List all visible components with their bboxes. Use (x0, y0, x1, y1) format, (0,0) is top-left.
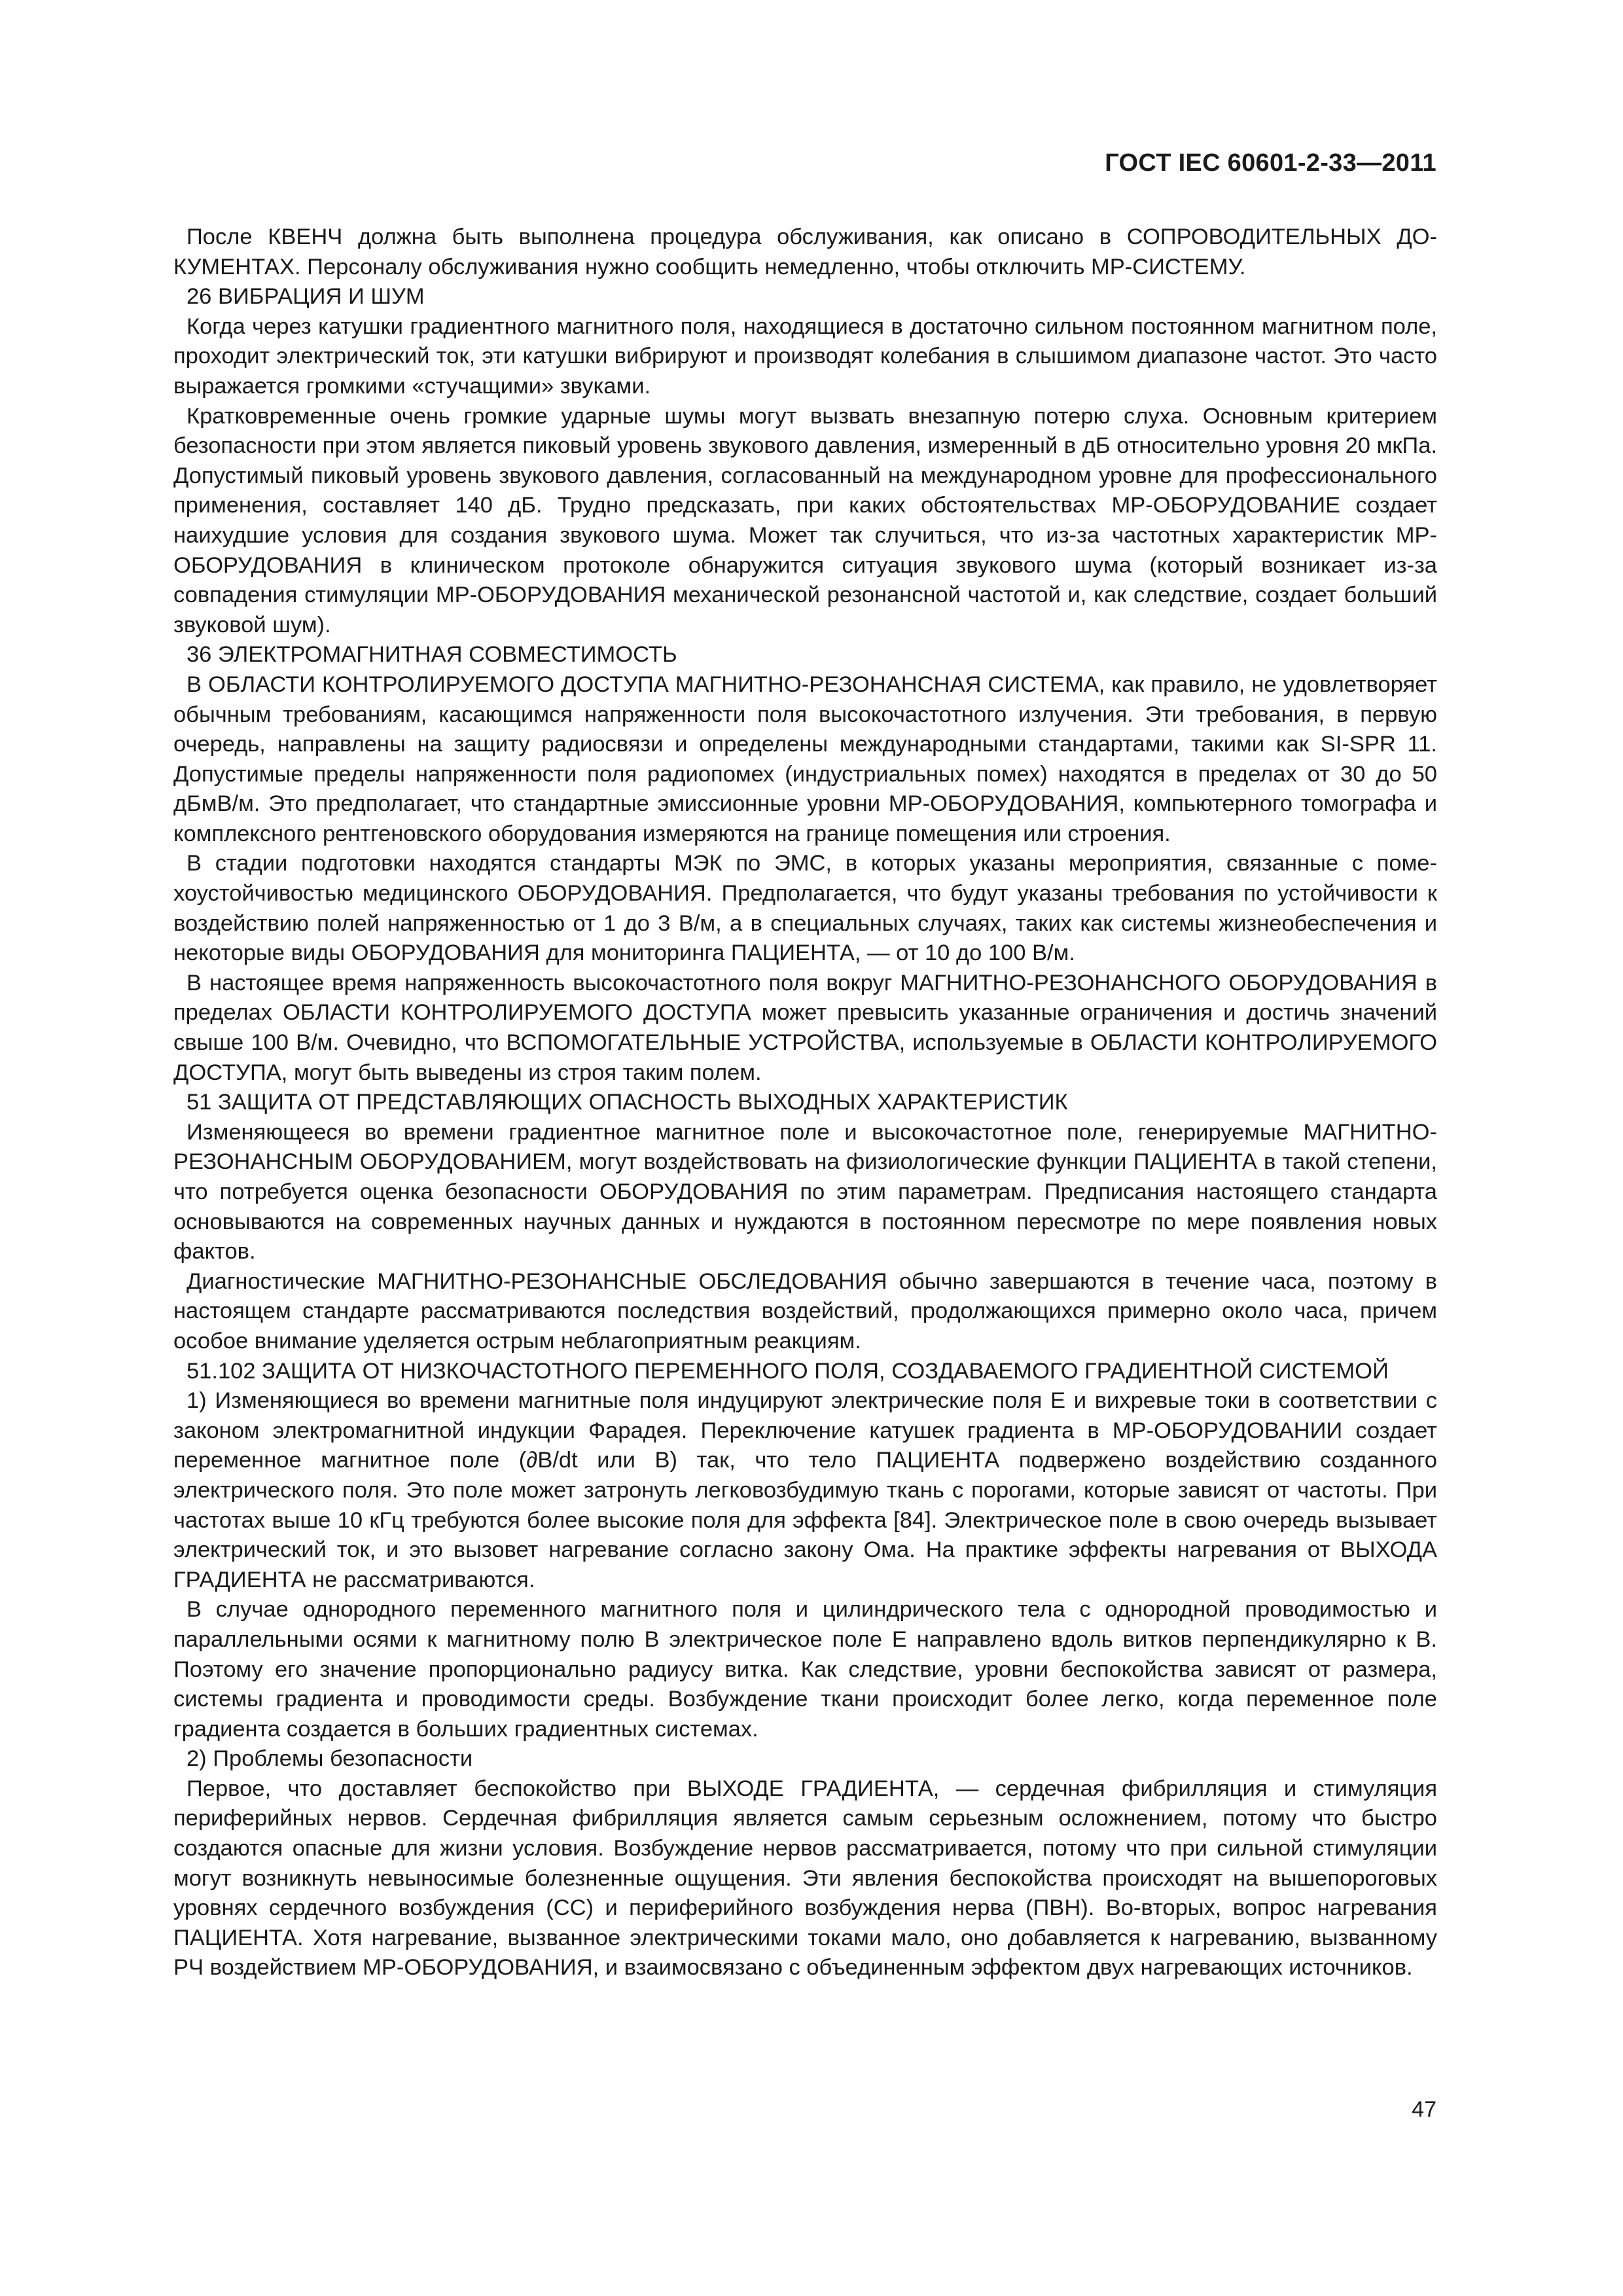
document-header: ГОСТ IEC 60601-2-33—2011 (1105, 149, 1436, 177)
paragraph: В настоящее время напряженность высокочастотного поля вокруг МАГНИТНО-РЕЗОНАНСНОГО ОБОРУДОВАНИЯ в пределах ОБЛАСТИ КОНТРОЛИРУЕМОГО ДОСТУПА может превысить указанные ограничения и достичь значений свыше 100 В/м. Очевидно, что ВСПОМОГАТЕЛЬНЫЕ УСТРОЙСТВА, используемые в ОБЛАСТИ КОНТРОЛИРУЕМОГО ДОСТУПА, могут быть выведены из строя таким полем. (173, 970, 1437, 1085)
paragraph: Когда через катушки градиентного магнитного поля, находящиеся в достаточно сильном постоянном магнитном поле, проходит электрический ток, эти катушки вибрируют и производят колебания в слышимом диапазоне частот. Это часто выражается громкими «стучащими» звуками. (173, 314, 1437, 399)
paragraph: В ОБЛАСТИ КОНТРОЛИРУЕМОГО ДОСТУПА МАГНИТНО-РЕЗОНАНСНАЯ СИСТЕМА, как правило, не удовлетворяет обычным требованиям, касающимся напряженности поля высокочастотного излучения. Эти требования, в первую очередь, направлены на защиту радиосвязи и определены международными стандартами, такими как SI-SPR 11. Допустимые пределы напряженности поля радиопомех (индустриальных помех) находятся в пределах от 30 до 50 дБмВ/м. Это предполагает, что стандартные эмиссионные уровни МР-ОБОРУДОВАНИЯ, компьютерного томографа и комплексного рентгеновского оборудования измеряются на границе помещения или строения. (173, 672, 1437, 846)
paragraph: В случае однородного переменного магнитного поля и цилиндрического тела с однородной проводимостью и параллельными осями к магнитному полю B электрическое поле E направлено вдоль витков перпендикулярно к B. Поэтому его значение пропорционально радиусу витка. Как следствие, уровни беспокойства зависят от размера, системы градиента и проводимости среды. Возбуждение ткани происходит более легко, когда переменное поле градиента создается в больших градиентных системах. (173, 1597, 1437, 1742)
page-number: 47 (1412, 2097, 1436, 2122)
section-heading: 26 ВИБРАЦИЯ И ШУМ (187, 284, 425, 310)
subsection-heading: 2) Проблемы безопасности (187, 1746, 473, 1772)
paragraph: 1) Изменяющиеся во времени магнитные поля индуцируют электрические поля E и вихревые токи в соответствии с законом электромагнитной индукции Фарадея. Переключение катушек градиента в МР-ОБОРУДОВАНИИ создает переменное магнитное поле (∂B/dt или B) так, что тело ПАЦИЕНТА подвержено воздействию созданного электрического поля. Это поле может затронуть легковозбудимую ткань с порогами, которые зависят от частоты. При частотах выше 10 кГц требуются более высокие поля для эффекта [84]. Электрическое поле в свою очередь вызывает электрический ток, и это вызовет нагревание согласно закону Ома. На практике эффекты нагревания от ВЫХОДА ГРАДИЕНТА не рассматриваются. (173, 1388, 1437, 1592)
paragraph: В стадии подготовки находятся стандарты МЭК по ЭМС, в которых указаны мероприятия, связанные с помехоустойчивостью медицинского ОБОРУДОВАНИЯ. Предполагается, что будут указаны требования по устойчивости к воздействию полей напряженностью от 1 до 3 В/м, а в специальных случаях, таких как системы жизнеобеспечения и некоторые виды ОБОРУДОВАНИЯ для мониторинга ПАЦИЕНТА, — от 10 до 100 В/м. (173, 851, 1437, 966)
paragraph: Диагностические МАГНИТНО-РЕЗОНАНСНЫЕ ОБСЛЕДОВАНИЯ обычно завершаются в течение часа, поэтому в настоящем стандарте рассматриваются последствия воздействий, продолжающихся примерно около часа, причем особое внимание уделяется острым неблагоприятным реакциям. (173, 1268, 1437, 1354)
paragraph: Кратковременные очень громкие ударные шумы могут вызвать внезапную потерю слуха. Основным критерием безопасности при этом является пиковый уровень звукового давления, измеренный в дБ относительно уровня 20 мкПа. Допустимый пиковый уровень звукового давления, согласованный на международном уровне для профессионального применения, составляет 140 дБ. Трудно предсказать, при каких обстоятельствах МР-ОБОРУДОВАНИЕ создает наихудшие условия для создания звукового шума. Может так случиться, что из-за частотных характеристик МР-ОБОРУДОВАНИЯ в клиническом протоколе обнаружится ситуация звукового шума (который возникает из-за совпадения стимуляции МР-ОБОРУДОВАНИЯ механической резонансной частотой и, как следствие, создает больший звуковой шум). (173, 403, 1437, 637)
section-heading: 51.102 ЗАЩИТА ОТ НИЗКОЧАСТОТНОГО ПЕРЕМЕННОГО ПОЛЯ, СОЗДАВАЕМОГО ГРАДИЕНТНОЙ СИСТЕМОЙ (187, 1358, 1389, 1384)
document-body (173, 223, 1437, 1983)
section-heading: 51 ЗАЩИТА ОТ ПРЕДСТАВЛЯЮЩИХ ОПАСНОСТЬ ВЫХОДНЫХ ХАРАКТЕРИСТИК (187, 1090, 1068, 1115)
paragraph: Первое, что доставляет беспокойство при ВЫХОДЕ ГРАДИЕНТА, — сердечная фибрилляция и стимуляция периферийных нервов. Сердечная фибрилляция является самым серьезным осложнением, потому что быстро создаются опасные для жизни условия. Возбуждение нервов рассматривается, потому что при сильной стимуляции могут возникнуть невыносимые болезненные ощущения. Эти явления беспокойства происходят на вышепороговых уровнях сердечного возбуждения (СС) и периферийного возбуждения нерва (ПВН). Во-вторых, вопрос нагревания ПАЦИЕНТА. Хотя нагревание, вызванное электрическими токами мало, оно добавляется к нагреванию, вызванному РЧ воздействием МР-ОБОРУДОВАНИЯ, и взаимосвязано с объединенным эффектом двух нагревающих источников. (173, 1776, 1437, 1981)
paragraph: Изменяющееся во времени градиентное магнитное поле и высокочастотное поле, генерируемые МАГНИТНО-РЕЗОНАНСНЫМ ОБОРУДОВАНИЕМ, могут воздействовать на физиологические функции ПАЦИЕНТА в такой степени, что потребуется оценка безопасности ОБОРУДОВАНИЯ по этим параметрам. Предписания настоящего стандарта основываются на современных научных данных и нуждаются в постоянном пересмотре по мере появления новых фактов. (173, 1119, 1437, 1265)
section-heading: 36 ЭЛЕКТРОМАГНИТНАЯ СОВМЕСТИМОСТЬ (187, 642, 677, 668)
paragraph: После КВЕНЧ должна быть выполнена процедура обслуживания, как описано в СОПРОВОДИТЕЛЬНЫХ ДОКУМЕНТАХ. Персоналу обслуживания нужно сообщить немедленно, чтобы отключить МР-СИСТЕМУ. (173, 224, 1437, 279)
